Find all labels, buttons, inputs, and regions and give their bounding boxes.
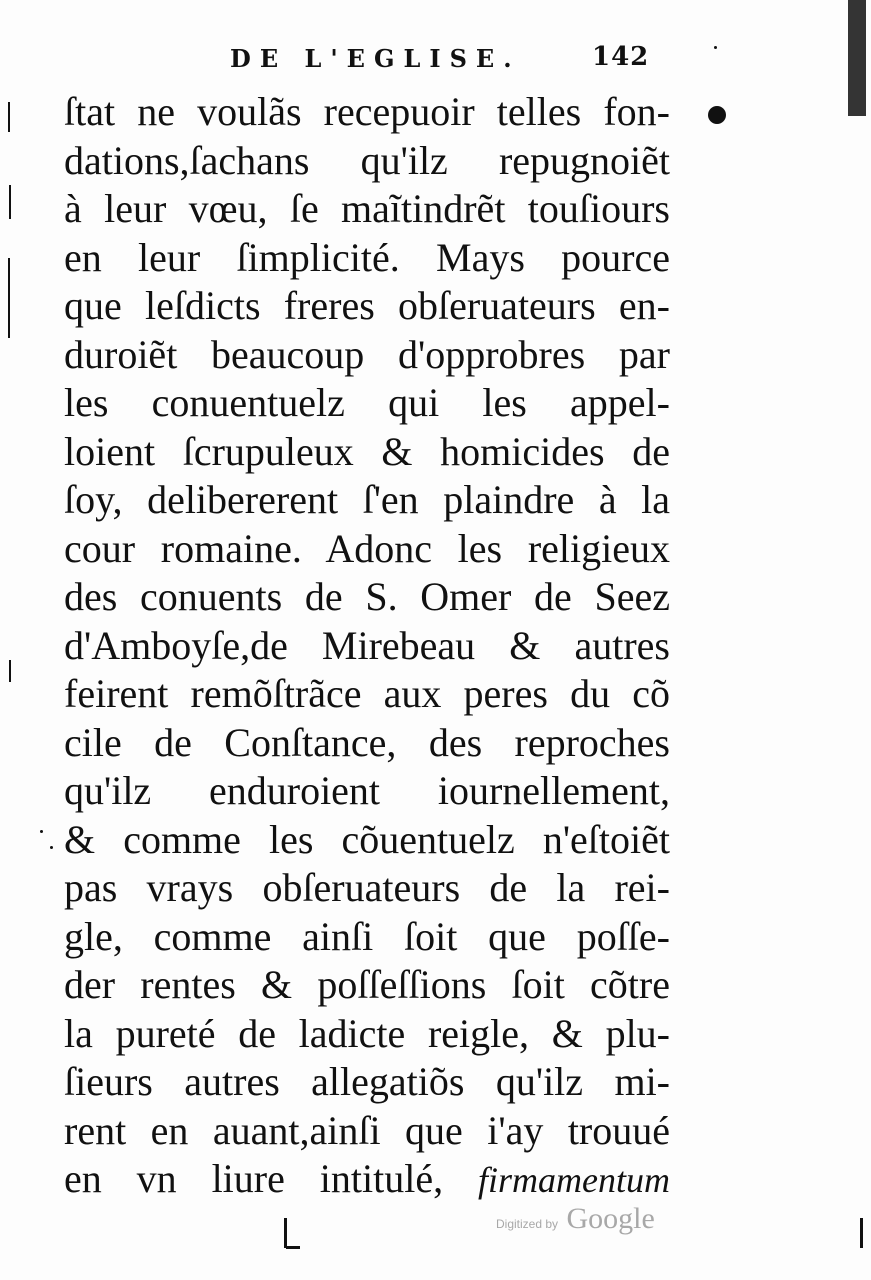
text-line: & comme les cõuentuelz n'eſtoiẽt — [64, 816, 670, 862]
text-line: ſoy, delibererent ſ'en plaindre à la — [64, 477, 670, 522]
running-title: DE L'EGLISE. — [230, 44, 521, 73]
text-line: ſtat ne voulãs recepuoir telles fon- — [64, 89, 670, 134]
italic-word: firmamentum — [478, 1160, 670, 1200]
text-line: ſieurs autres allegatiõs qu'ilz mi- — [64, 1059, 670, 1104]
text-line: la pureté de ladicte reigle, & plu- — [64, 1010, 670, 1056]
text-line: pas vrays obſeruateurs de la rei- — [64, 865, 670, 910]
ink-dot — [708, 106, 726, 124]
speck — [714, 46, 717, 49]
margin-mark — [8, 258, 10, 338]
text-line: duroiẽt beaucoup d'opprobres par — [64, 331, 670, 377]
text-line: feirent remõſtrãce aux peres du cõ — [64, 671, 670, 716]
text-line: rent en auant,ainſi que i'ay trouué — [64, 1107, 670, 1153]
watermark-prefix: Digitized by — [496, 1217, 559, 1231]
margin-mark — [9, 185, 11, 219]
final-line-text: en vn liure intitulé, — [64, 1156, 444, 1201]
pen-stroke — [284, 1218, 287, 1248]
text-line: dations,ſachans qu'ilz repugnoiẽt — [64, 137, 670, 183]
speck — [40, 830, 43, 833]
digitized-watermark — [496, 1202, 655, 1236]
margin-mark — [8, 102, 10, 132]
page-number: 142 — [592, 42, 650, 72]
body-text — [64, 88, 670, 1204]
edge-mark — [848, 0, 866, 116]
margin-mark — [9, 660, 11, 682]
text-line: loient ſcrupuleux & homicides de — [64, 428, 670, 474]
speck — [50, 846, 53, 849]
text-line: à leur vœu, ſe maĩtindrẽt touſiours — [64, 186, 670, 231]
text-line: les conuentuelz qui les appel- — [64, 380, 670, 425]
running-head — [200, 44, 670, 84]
text-line: des conuents de S. Omer de Seez — [64, 574, 670, 619]
text-line: cour romaine. Adonc les religieux — [64, 525, 670, 571]
watermark-brand: Google — [566, 1202, 655, 1235]
text-line: qu'ilz enduroient iournellement, — [64, 768, 670, 813]
text-line-final — [64, 1155, 670, 1204]
pen-stroke — [286, 1246, 300, 1249]
text-line: gle, comme ainſi ſoit que poſſe- — [64, 913, 670, 959]
text-line: que leſdicts freres obſeruateurs en- — [64, 283, 670, 328]
text-line: d'Amboyſe,de Mirebeau & autres — [64, 622, 670, 668]
text-line: en leur ſimplicité. Mays pource — [64, 234, 670, 280]
edge-mark — [860, 1218, 863, 1248]
text-line: der rentes & poſſeſſions ſoit cõtre — [64, 962, 670, 1007]
text-line: cile de Conſtance, des reproches — [64, 719, 670, 765]
